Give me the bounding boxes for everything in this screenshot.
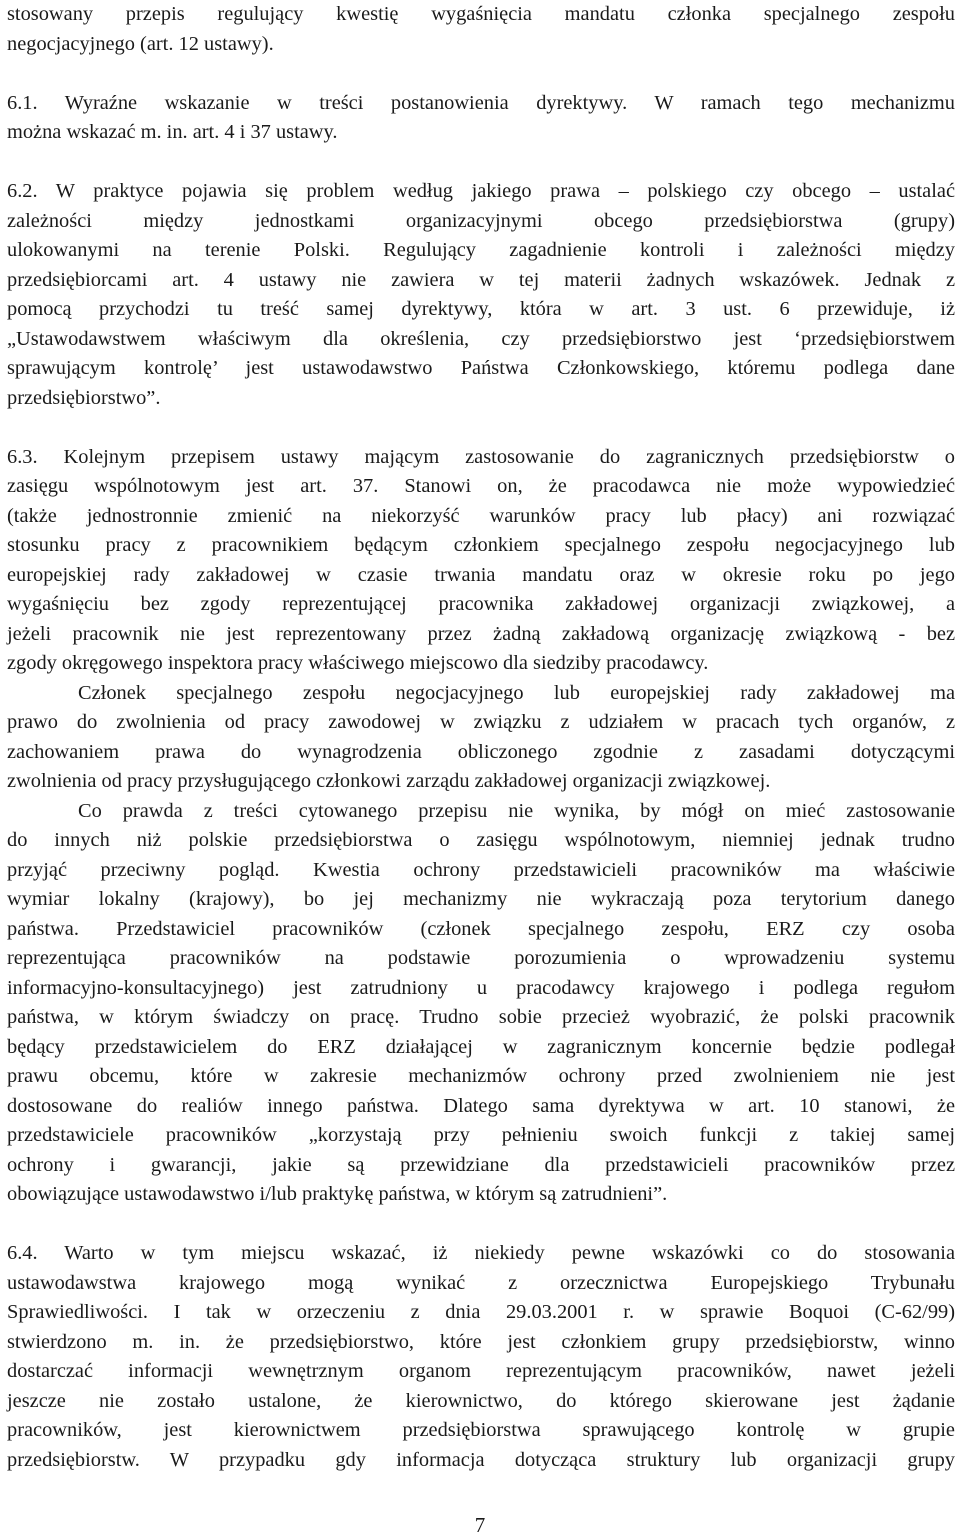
paragraph [7, 679, 955, 797]
text-line: zgody okręgowego inspektora pracy właściwego miejscowo dla siedziby pracodawcy. [7, 652, 709, 674]
paragraph-gap [7, 148, 955, 178]
paragraph-gap [7, 59, 955, 89]
paragraph [7, 0, 955, 59]
text-line: ulokowanymi na terenie Polski. Regulujący zagadnienie kontroli i zależności między [7, 239, 955, 261]
text-line: informacyjno-konsultacyjnego) jest zatrudniony u pracodawcy krajowego i podlega regułom [7, 976, 955, 999]
text-line: obowiązujące ustawodawstwo i/lub praktykę państwa, w którym są zatrudnieni”. [7, 1183, 668, 1205]
text-line: Sprawiedliwości. I tak w orzeczeniu z dnia 29.03.2001 r. w sprawie Boquoi (C-62/99) [7, 1301, 955, 1323]
text-line: sprawującym kontrolę’ jest ustawodawstwo Państwa Członkowskiego, któremu podlega dane [7, 357, 955, 379]
text-line: przedsiębiorstwo”. [7, 386, 161, 409]
text-line: ustawodawstwa krajowego mogą wynikać z orzecznictwa Europejskiego Trybunału [7, 1271, 955, 1294]
text-line: Członek specjalnego zespołu negocjacyjnego lub europejskiej rady zakładowej ma [78, 681, 955, 704]
text-line: reprezentująca pracowników na podstawie porozumienia o wprowadzeniu systemu [7, 947, 955, 969]
text-line: zależności między jednostkami organizacyjnymi obcego przedsiębiorstwa (grupy) [7, 209, 955, 232]
paragraph [7, 177, 955, 413]
text-line: zwolnienia od pracy przysługującego członkowi zarządu zakładowej organizacji związkowej. [7, 770, 771, 792]
text-line: państwa, w którym świadczy on pracę. Trudno sobie przecież wyobrazić, że polski pracownik [7, 1006, 955, 1028]
text-line: prawo do zwolnienia od pracy zawodowej w związku z udziałem w pracach tych organów, z [7, 711, 955, 733]
text-line: (także jednostronnie zmienić na niekorzyść warunków pracy lub płacy) ani rozwiązać [7, 504, 955, 527]
text-line: zasięgu wspólnotowym jest art. 37. Stanowi on, że pracodawca nie może wypowiedzieć [7, 475, 955, 497]
text-line: ochrony i gwarancji, jakie są przewidziane dla przedstawicieli pracowników przez [7, 1153, 955, 1176]
paragraph [7, 443, 955, 679]
paragraph-gap [7, 413, 955, 443]
text-line: przedsiębiorstw. W przypadku gdy informacja dotycząca struktury lub organizacji grupy [7, 1448, 955, 1471]
text-line: zachowaniem prawa do wynagrodzenia obliczonego zgodnie z zasadami dotyczącymi [7, 740, 955, 763]
text-line: przyjąć przeciwny pogląd. Kwestia ochrony przedstawicieli pracowników ma właściwie [7, 858, 955, 881]
text-line: dostarczać informacji wewnętrznym organom reprezentującym pracowników, nawet jeżeli [7, 1360, 955, 1382]
paragraph-gap [7, 1210, 955, 1240]
text-line: przedstawiciele pracowników „korzystają przy pełnieniu swoich funkcji z takiej samej [7, 1124, 955, 1146]
text-line: 6.4. Warto w tym miejscu wskazać, iż niekiedy pewne wskazówki co do stosowania [7, 1242, 955, 1264]
document-page [7, 0, 955, 1475]
paragraph [7, 1239, 955, 1475]
text-line: wygaśnięciu bez zgody reprezentującej pracownika zakładowej organizacji związkowej, a [7, 593, 955, 615]
text-line: europejskiej rady zakładowej w czasie trwania mandatu oraz w okresie roku po jego [7, 563, 955, 586]
text-line: pracowników, jest kierownictwem przedsiębiorstwa sprawującego kontrolę w grupie [7, 1419, 955, 1441]
text-line: 6.1. Wyraźne wskazanie w treści postanowienia dyrektywy. W ramach tego mechanizmu [7, 91, 955, 114]
text-line: „Ustawodawstwem właściwym dla określenia, czy przedsiębiorstwo jest ‘przedsiębiorstwem [7, 327, 955, 350]
document-body [7, 0, 955, 1475]
text-line: do innych niż polskie przedsiębiorstwa o zasięgu wspólnotowym, niemniej jednak trudno [7, 829, 955, 851]
page-number: 7 [474, 1513, 486, 1537]
text-line: wymiar lokalny (krajowy), bo jej mechanizmy nie wykraczają poza terytorium danego [7, 888, 955, 910]
text-line: państwa. Przedstawiciel pracowników (członek specjalnego zespołu, ERZ czy osoba [7, 917, 955, 940]
text-line: można wskazać m. in. art. 4 i 37 ustawy. [7, 121, 338, 143]
text-line: stwierdzono m. in. że przedsiębiorstwo, które jest członkiem grupy przedsiębiorstw, winno [7, 1330, 955, 1353]
text-line: 6.2. W praktyce pojawia się problem według jakiego prawa – polskiego czy obcego – ustalać [7, 180, 955, 202]
text-line: będący przedstawicielem do ERZ działającej w zagranicznym koncernie będzie podlegał [7, 1035, 955, 1058]
text-line: 6.3. Kolejnym przepisem ustawy mającym zastosowanie do zagranicznych przedsiębiorstw o [7, 445, 955, 468]
text-line: pomocą przychodzi tu treść samej dyrektywy, która w art. 3 ust. 6 przewiduje, iż [7, 298, 955, 320]
text-line: jeszcze nie zostało ustalone, że kierownictwo, do którego skierowane jest żądanie [7, 1389, 955, 1412]
text-line: stosowany przepis regulujący kwestię wygaśnięcia mandatu członka specjalnego zespołu [7, 3, 955, 25]
text-line: Co prawda z treści cytowanego przepisu nie wynika, by mógł on mieć zastosowanie [78, 799, 955, 822]
paragraph [7, 797, 955, 1210]
text-line: dostosowane do realiów innego państwa. Dlatego sama dyrektywa w art. 10 stanowi, że [7, 1094, 955, 1117]
paragraph [7, 89, 955, 148]
text-line: jeżeli pracownik nie jest reprezentowany przez żadną zakładową organizację związkową - bez [7, 622, 955, 645]
text-line: negocjacyjnego (art. 12 ustawy). [7, 32, 274, 55]
text-line: przedsiębiorcami art. 4 ustawy nie zawiera w tej materii żadnych wskazówek. Jednak z [7, 268, 955, 291]
text-line: prawu obcemu, które w zakresie mechanizmów ochrony przed zwolnieniem nie jest [7, 1065, 955, 1087]
text-line: stosunku pracy z pracownikiem będącym członkiem specjalnego zespołu negocjacyjnego lub [7, 534, 955, 556]
